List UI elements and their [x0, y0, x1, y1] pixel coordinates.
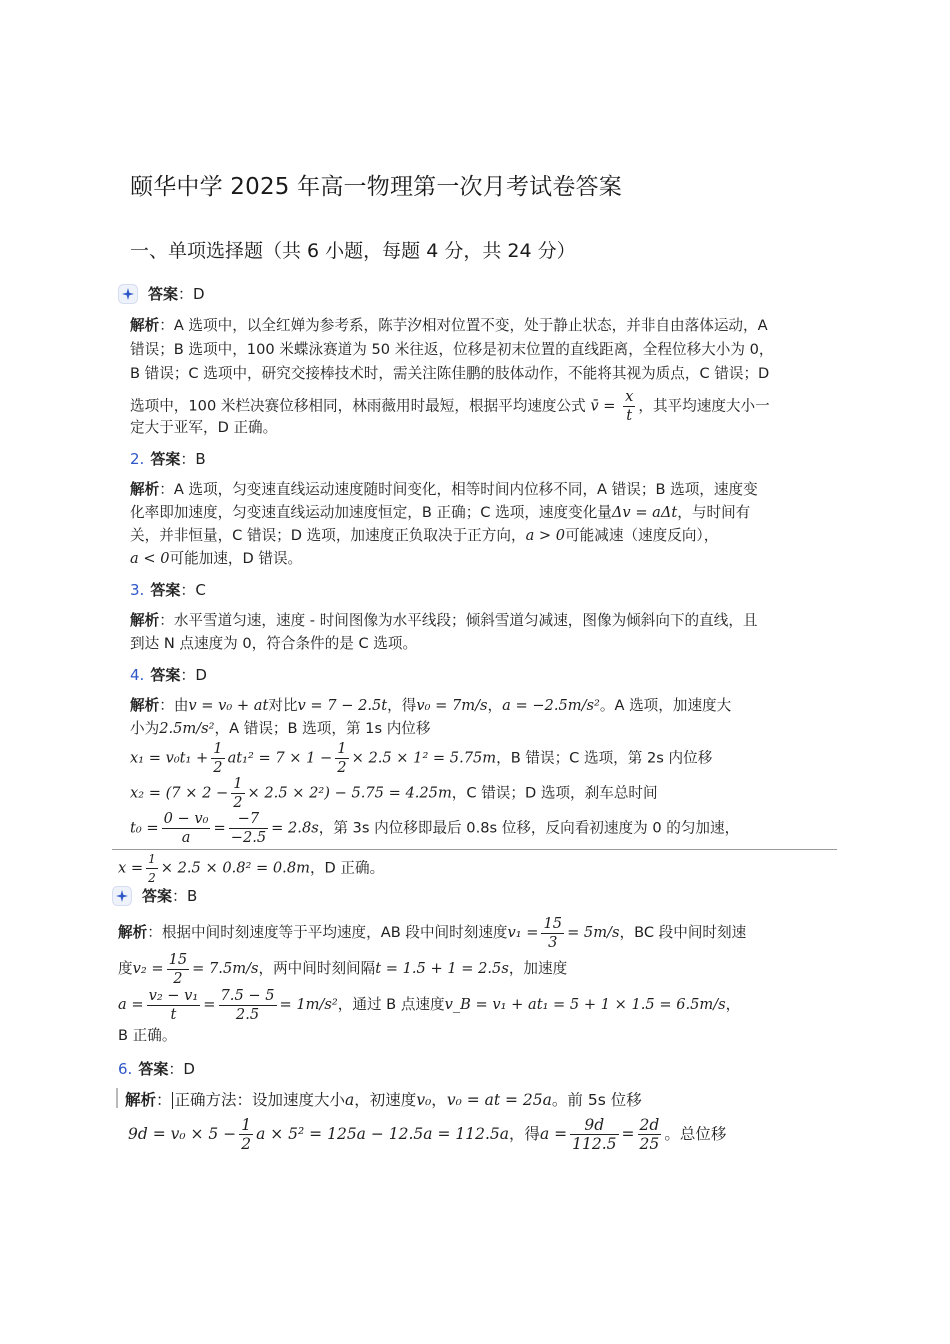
q6-analysis-line-1: 解析： 正确方法：设加速度大小a，初速度v₀，v₀ = at = 25a。前 5s 位移: [125, 1091, 642, 1109]
q1-analysis-line-3: B 错误；C 选项中，研究交接棒技术时，需关注陈佳鹏的肢体动作，不能将其视为质点，C 错误；D: [130, 365, 770, 382]
q2-answer: 2. 答案 ： B: [130, 449, 206, 468]
q4-x-line: x = $\frac{1}{2}$ × 2.5 × 0.8² = 0.8m，D 正确。: [118, 852, 385, 885]
answer-label: 答案: [148, 285, 179, 303]
q1-analysis-line-1: 解析：A 选项中，以全红婵为参考系，陈芋汐相对位置不变，处于静止状态，并非自由落体运动，A: [130, 317, 768, 334]
formula-fraction: $\frac{x}{t}$: [625, 388, 634, 424]
q1-answer: 答案 ： D: [118, 283, 205, 304]
q2-analysis-line-4: a < 0可能加速，D 错误。: [130, 550, 303, 567]
q3-analysis-line-2: 到达 N 点速度为 0，符合条件的是 C 选项。: [130, 635, 418, 652]
page-title: 颐华中学 2025 年高一物理第一次月考试卷答案: [130, 174, 622, 200]
q4-x2-line: x₂ = (7 × 2 − $\frac{1}{2}$ × 2.5 × 2²) − 5.75 = 4.25m，C 错误；D 选项，刹车总时间: [130, 775, 658, 811]
q6-analysis-line-2: 9d = v₀ × 5 − $\frac{1}{2}$ a × 5² = 125a − 12.5a = 112.5a，得a = $\frac{9d}{112.5}$ = $\frac{2d}{25}$ 。总位移: [128, 1116, 727, 1153]
q1-analysis-line-2: 错误；B 选项中，100 米蝶泳赛道为 50 米往返，位移是初末位置的直线距离，全程位移大小为 0，: [130, 341, 774, 358]
text-cursor: [172, 1092, 173, 1109]
edit-marker: [116, 1088, 118, 1108]
q1-analysis-line-4: 选项中，100 米栏决赛位移相同，林雨薇用时最短，根据平均速度公式 v̄ = $\frac{x}{t}$ ，其平均速度大小一: [130, 388, 770, 424]
sparkle-icon: [118, 284, 138, 304]
sparkle-icon: [112, 886, 132, 906]
answer-value: D: [193, 284, 205, 303]
q4-analysis-line-2: 小为2.5m/s²，A 错误；B 选项，第 1s 内位移: [130, 720, 431, 737]
q2-analysis-line-3: 关，并非恒量，C 错误；D 选项，加速度正负取决于正方向，a > 0可能减速（速度反向），: [130, 527, 719, 544]
q4-t0-line: t₀ = $\frac{\text{0 − v₀}}{a}$ = $\frac{-7}{-2.5}$ = 2.8s，第 3s 内位移即最后 0.8s 位移，反向看初速度为 0 的匀加速，: [130, 810, 740, 846]
q4-answer: 4. 答案 ： D: [130, 665, 207, 684]
q2-analysis-line-2: 化率即加速度，匀变速直线运动加速度恒定，B 正确；C 选项，速度变化量Δv = aΔt，与时间有: [130, 504, 751, 521]
q1-analysis-line-5: 定大于亚军，D 正确。: [130, 419, 278, 436]
q5-analysis-line-4: B 正确。: [118, 1027, 177, 1044]
q5-analysis-line-2: 度v₂ = $\frac{15}{2}$ = 7.5m/s，两中间时刻间隔t = 1.5 + 1 = 2.5s，加速度: [118, 950, 568, 987]
q6-answer: 6. 答案 ： D: [118, 1059, 195, 1078]
q5-answer: 答案 ： B: [112, 885, 197, 906]
section-heading: 一、单项选择题（共 6 小题，每题 4 分，共 24 分）: [130, 240, 576, 262]
q5-analysis-line-3: a = $\frac{\text{v₂ − v₁}}{t}$ = $\frac{7.5 - 5}{2.5}$ = 1m/s²，通过 B 点速度v_B = v₁ + at₁ = 5 + 1 × 1.5 = 6.5m/s，: [118, 986, 741, 1023]
formula-avg-velocity: v̄ =: [590, 397, 616, 415]
q3-analysis-line-1: 解析：水平雪道匀速，速度 - 时间图像为水平线段；倾斜雪道匀减速，图像为倾斜向下的直线，且: [130, 612, 758, 629]
q4-x1-line: x₁ = v₀t₁ + $\frac{1}{2}$ at₁² = 7 × 1 − $\frac{1}{2}$ × 2.5 × 1² = 5.75m，B 错误；C 选项，第 2s 内位移: [130, 740, 713, 776]
q2-analysis-line-1: 解析：A 选项，匀变速直线运动速度随时间变化，相等时间内位移不同，A 错误；B 选项，速度变: [130, 481, 758, 498]
q5-analysis-line-1: 解析：根据中间时刻速度等于平均速度，AB 段中间时刻速度v₁ = $\frac{15}{3}$ = 5m/s，BC 段中间时刻速: [118, 914, 747, 951]
q3-answer: 3. 答案 ： C: [130, 580, 206, 599]
q4-analysis-line-1: 解析：由v = v₀ + at对比v = 7 − 2.5t，得v₀ = 7m/s，a = −2.5m/s²。A 选项，加速度大: [130, 697, 732, 714]
